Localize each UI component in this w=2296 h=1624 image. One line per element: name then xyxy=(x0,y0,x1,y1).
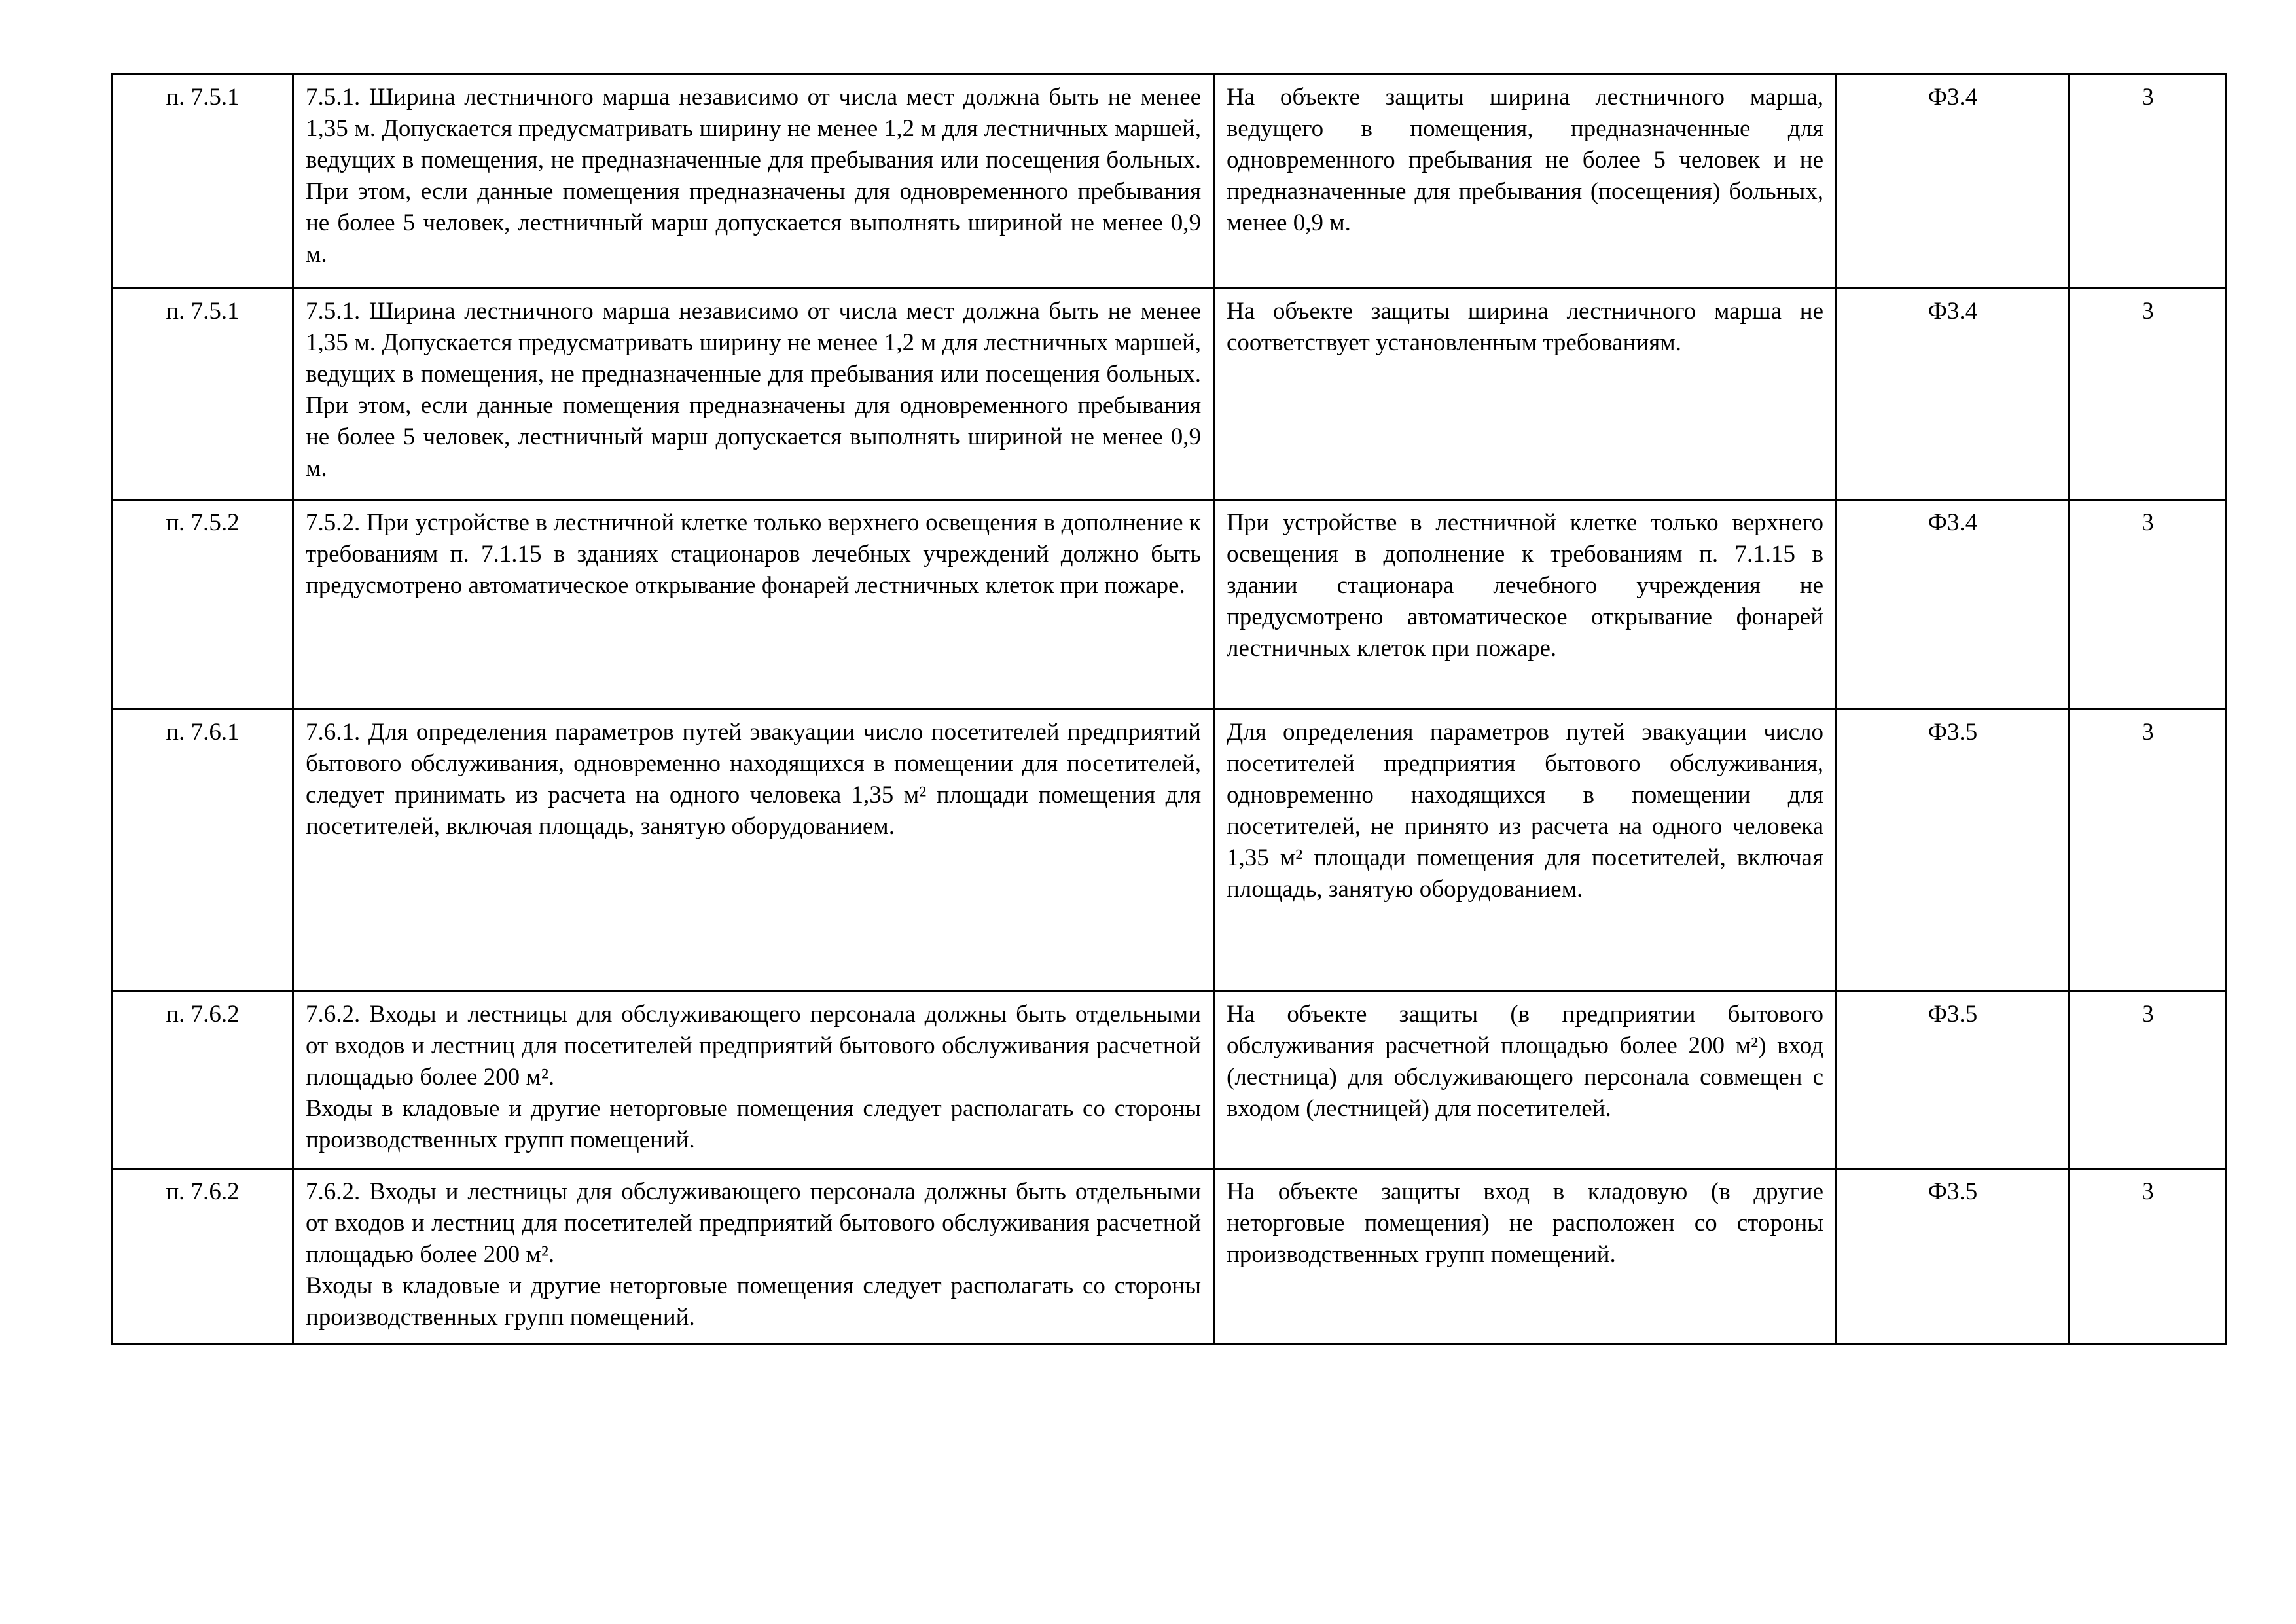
clause-cell: п. 7.5.1 xyxy=(113,75,293,289)
requirement-text: 7.5.2. При устройстве в лестничной клетке только верхнего освещения в дополнение к требованиям п. 7.1.15 в зданиях стационаров лечебных учреждений должно быть предусмотрено автоматическое открывание фонарей лестничных клеток при пожаре. xyxy=(306,509,1201,599)
requirement-text: 7.5.1. Ширина лестничного марша независимо от числа мест должна быть не менее 1,35 м. Допускается предусматривать ширину не менее 1,2 м для лестничных маршей, ведущих в помещения, не предназначенные для пребывания или посещения больных. При этом, если данные помещения предназначены для одновременного пребывания не более 5 человек, лестничный марш допускается выполнять шириной не менее 0,9 м. xyxy=(306,298,1201,482)
class-cell: Ф3.4 xyxy=(1837,75,2070,289)
requirement-text: 7.6.2. Входы и лестницы для обслуживающего персонала должны быть отдельными от входов и лестниц для посетителей предприятий бытового обслуживания расчетной площадью более 200 м². xyxy=(306,1001,1201,1091)
value-cell: 3 xyxy=(2070,992,2227,1169)
requirement-text: 7.6.2. Входы и лестницы для обслуживающего персонала должны быть отдельными от входов и лестниц для посетителей предприятий бытового обслуживания расчетной площадью более 200 м². xyxy=(306,1178,1201,1268)
class-cell: Ф3.5 xyxy=(1837,710,2070,992)
table-row xyxy=(113,710,2227,992)
requirement-cell xyxy=(293,75,1214,289)
violation-cell: При устройстве в лестничной клетке только верхнего освещения в дополнение к требованиям п. 7.1.15 в здании стационара лечебного учреждения не предусмотрено автоматическое открывание фонарей лестничных клеток при пожаре. xyxy=(1214,500,1837,710)
violation-cell: Для определения параметров путей эвакуации число посетителей предприятия бытового обслуживания, одновременно находящихся в помещении для посетителей, не принято из расчета на одного человека 1,35 м² площади помещения для посетителей, включая площадь, занятую оборудованием. xyxy=(1214,710,1837,992)
table-row xyxy=(113,992,2227,1169)
requirements-table xyxy=(111,73,2227,1345)
requirement-text: Входы в кладовые и другие неторговые помещения следует располагать со стороны производственных групп помещений. xyxy=(306,1095,1201,1153)
value-cell: 3 xyxy=(2070,75,2227,289)
requirement-cell xyxy=(293,500,1214,710)
value-cell: 3 xyxy=(2070,289,2227,500)
value-cell: 3 xyxy=(2070,710,2227,992)
clause-cell: п. 7.6.2 xyxy=(113,992,293,1169)
table-row xyxy=(113,75,2227,289)
requirement-cell xyxy=(293,992,1214,1169)
class-cell: Ф3.4 xyxy=(1837,289,2070,500)
requirement-text: 7.5.1. Ширина лестничного марша независимо от числа мест должна быть не менее 1,35 м. Допускается предусматривать ширину не менее 1,2 м для лестничных маршей, ведущих в помещения, не предназначенные для пребывания или посещения больных. При этом, если данные помещения предназначены для одновременного пребывания не более 5 человек, лестничный марш допускается выполнять шириной не менее 0,9 м. xyxy=(306,84,1201,268)
clause-cell: п. 7.5.1 xyxy=(113,289,293,500)
violation-cell: На объекте защиты вход в кладовую (в другие неторговые помещения) не расположен со стороны производственных групп помещений. xyxy=(1214,1169,1837,1344)
table-row xyxy=(113,500,2227,710)
violation-cell: На объекте защиты (в предприятии бытового обслуживания расчетной площадью более 200 м²) вход (лестница) для обслуживающего персонала совмещен с входом (лестницей) для посетителей. xyxy=(1214,992,1837,1169)
clause-cell: п. 7.6.1 xyxy=(113,710,293,992)
violation-cell: На объекте защиты ширина лестничного марша не соответствует установленным требованиям. xyxy=(1214,289,1837,500)
requirement-text: Входы в кладовые и другие неторговые помещения следует располагать со стороны производственных групп помещений. xyxy=(306,1272,1201,1331)
violation-cell: На объекте защиты ширина лестничного марша, ведущего в помещения, предназначенные для одновременного пребывания не более 5 человек и не предназначенные для пребывания (посещения) больных, менее 0,9 м. xyxy=(1214,75,1837,289)
table-row xyxy=(113,1169,2227,1344)
class-cell: Ф3.4 xyxy=(1837,500,2070,710)
requirement-cell xyxy=(293,1169,1214,1344)
requirement-text: 7.6.1. Для определения параметров путей эвакуации число посетителей предприятий бытового обслуживания, одновременно находящихся в помещении для посетителей, следует принимать из расчета на одного человека 1,35 м² площади помещения для посетителей, включая площадь, занятую оборудованием. xyxy=(306,719,1201,840)
clause-cell: п. 7.5.2 xyxy=(113,500,293,710)
value-cell: 3 xyxy=(2070,500,2227,710)
class-cell: Ф3.5 xyxy=(1837,1169,2070,1344)
value-cell: 3 xyxy=(2070,1169,2227,1344)
class-cell: Ф3.5 xyxy=(1837,992,2070,1169)
requirement-cell xyxy=(293,710,1214,992)
table-row xyxy=(113,289,2227,500)
clause-cell: п. 7.6.2 xyxy=(113,1169,293,1344)
requirement-cell xyxy=(293,289,1214,500)
